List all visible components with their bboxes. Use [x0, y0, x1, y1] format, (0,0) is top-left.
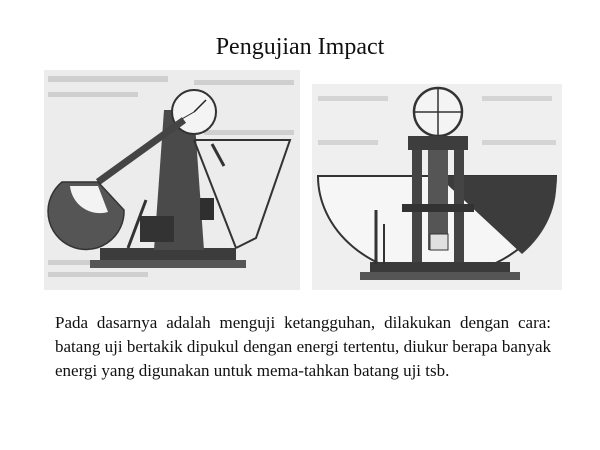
impact-machine-right-icon — [312, 84, 562, 290]
impact-machine-photo-right — [312, 84, 562, 290]
impact-machine-left-icon — [44, 70, 300, 290]
slide-title: Pengujian Impact — [215, 34, 385, 60]
body-paragraph: Pada dasarnya adalah menguji ketangguhan, dilakukan dengan cara: batang uji bertakik dipukul dengan energi tertentu, diukur berapa banyak energi yang digunakan untuk mema-tahkan batang uji tsb. — [55, 313, 551, 380]
impact-machine-photo-left — [44, 70, 300, 290]
